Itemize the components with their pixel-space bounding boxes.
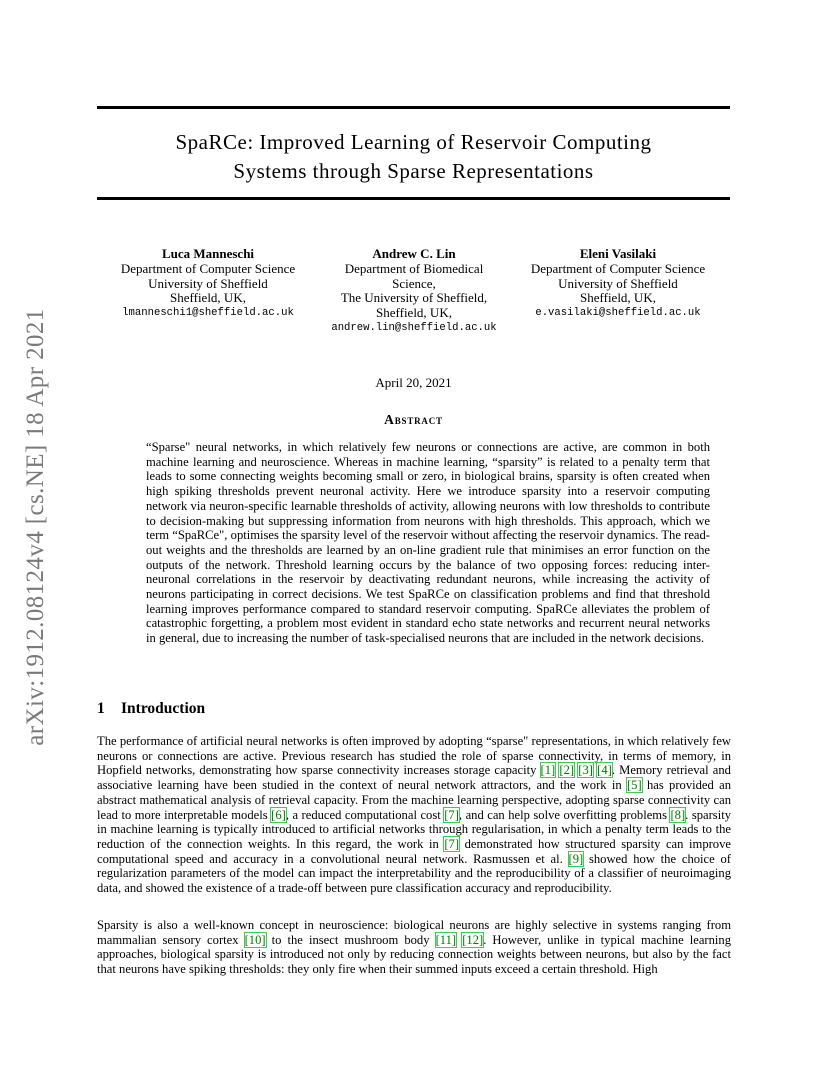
title-line-1: SpaRCe: Improved Learning of Reservoir Computing: [175, 130, 652, 154]
author-affiliation: University of Sheffield: [558, 275, 678, 291]
citation-link[interactable]: [7]: [444, 836, 460, 851]
abstract-heading: Abstract: [384, 412, 443, 427]
author-affiliation: Sheffield, UK,: [376, 305, 452, 321]
citation-link[interactable]: [1]: [540, 763, 556, 778]
author-name: Luca Manneschi: [161, 246, 255, 261]
author-block: [324, 247, 504, 336]
title-top-rule: [97, 106, 730, 109]
citation-link[interactable]: [10]: [244, 932, 266, 947]
abstract-body: “Sparse" neural networks, in which relatively few neurons or connections are active, are common in both machine learning and neuroscience. Whereas in machine learning, “sparsity” is related to a penalty term that leads to some connecting weights becoming small or zero, in biological brains, sparsity is often created when high spiking thresholds prevent neuronal activity. Here we introduce sparsity into a reservoir computing network via neuron-specific learnable thresholds of activity, allowing neurons with low thresholds to contribute to decision-making but suppressing information from neurons with high thresholds. This approach, which we term “SpaRCe", optimises the sparsity level of the reservoir without affecting the reservoir dynamics. The read-out weights and the thresholds are learned by an on-line gradient rule that minimises an error function on the outputs of the network. Threshold learning occurs by the balance of two opposing forces: reducing inter-neuronal correlations in the reservoir by deactivating redundant neurons, while increasing the activity of neurons participating in correct decisions. We test SpaRCe on classification problems and find that threshold learning improves performance compared to standard reservoir computing. SpaRCe alleviates the problem of catastrophic forgetting, a problem most evident in standard echo state networks and recurrent neural networks in general, due to increasing the number of task-specialised neurons that are included in the network decisions.: [146, 440, 710, 646]
author-affiliation: Department of Computer Science: [120, 260, 296, 276]
title-line-2: Systems through Sparse Representations: [233, 159, 594, 183]
citation-link[interactable]: [9]: [568, 851, 584, 866]
citation-link[interactable]: [11]: [435, 932, 457, 947]
author-affiliation: Sheffield, UK,: [580, 290, 656, 306]
paper-title: [97, 128, 730, 186]
section-title: Introduction: [121, 700, 206, 717]
section-number: 1: [97, 700, 105, 717]
citation-link[interactable]: [4]: [597, 763, 612, 778]
intro-paragraph: Sparsity is also a well-known concept in neuroscience: biological neurons are highly selective in systems ranging from mammalian sensory cortex [10] to the insect mushroom body [11] [12]. However, unlike in typical machine learning approaches, biological sparsity is introduced not only by reducing connection weights between neurons, but also by the fact that neurons have spiking thresholds: they only fire when their summed inputs exceed a certain threshold. High: [97, 918, 731, 977]
section-heading: [97, 700, 205, 718]
author-affiliation: Department of Biomedical: [344, 260, 484, 276]
citation-link[interactable]: [12]: [462, 932, 484, 947]
author-block: [110, 247, 306, 321]
author-name: Andrew C. Lin: [372, 246, 456, 261]
author-affiliation: The University of Sheffield,: [340, 290, 488, 306]
author-affiliation: University of Sheffield: [148, 275, 268, 291]
citation-link[interactable]: [7]: [444, 807, 459, 822]
author-email[interactable]: lmanneschi1@sheffield.ac.uk: [122, 307, 294, 320]
citation-link[interactable]: [6]: [271, 807, 286, 822]
citation-link[interactable]: [8]: [670, 807, 686, 822]
citation-link[interactable]: [2]: [559, 763, 575, 778]
citation-link[interactable]: [3]: [578, 763, 593, 778]
author-name: Eleni Vasilaki: [579, 246, 657, 261]
author-block: [520, 247, 716, 321]
author-affiliation: Department of Computer Science: [530, 260, 706, 276]
arxiv-identifier-stamp: arXiv:1912.08124v4 [cs.NE] 18 Apr 2021: [22, 308, 49, 746]
author-email[interactable]: andrew.lin@sheffield.ac.uk: [331, 321, 497, 334]
author-affiliation: Science,: [392, 275, 436, 291]
author-affiliation: Sheffield, UK,: [170, 290, 246, 306]
intro-paragraph: The performance of artificial neural networks is often improved by adopting “sparse" representations, in which relatively few neurons or connections are active. Previous research has studied the role of sparse connectivity, in terms of memory, in Hopfield networks, demonstrating how sparse connectivity increases storage capacity [1] [2] [3] [4]. Memory retrieval and associative learning have been studied in the context of neural network attractors, and the work in [5] has provided an abstract mathematical analysis of retrieval capacity. From the machine learning perspective, adopting sparse connectivity can lead to more interpretable models [6], a reduced computational cost [7], and can help solve overfitting problems [8]. sparsity in machine learning is typically introduced to artificial networks through regularisation, in which a penalty term leads to the reduction of the connection weights. In this regard, the work in [7] demonstrated how structured sparsity can improve computational speed and accuracy in a convolutional neural network. Rasmussen et al. [9] showed how the choice of regularization parameters of the model can impact the interpretability and the reproducibility of a classifier of neuroimaging data, and showed the existence of a trade-off between pure classification accuracy and reproducibility.: [97, 734, 731, 896]
citation-link[interactable]: [5]: [626, 778, 642, 793]
author-email[interactable]: e.vasilaki@sheffield.ac.uk: [535, 307, 701, 320]
title-bottom-rule: [97, 197, 730, 200]
publication-date: April 20, 2021: [375, 375, 452, 390]
